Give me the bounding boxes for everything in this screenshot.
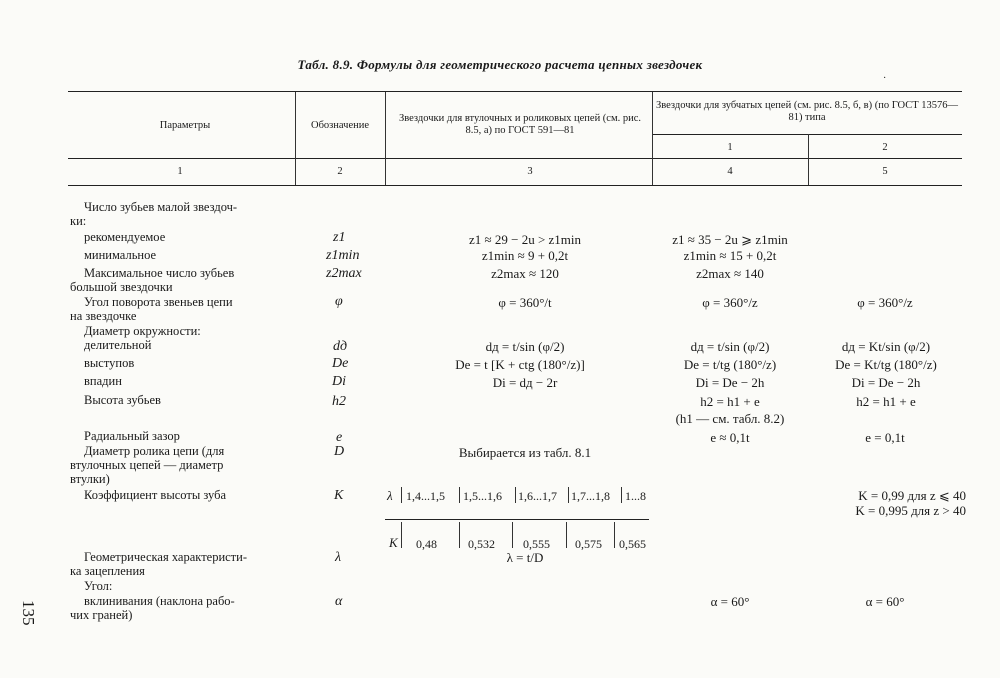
formula-z1-col45: z1 ≈ 35 − 2u ⩾ z1min [672, 232, 788, 247]
symbol-h2: h2 [332, 394, 346, 409]
formula-De-col4: De = t/tg (180°/z) [683, 357, 777, 372]
label-tips: выступов [84, 356, 135, 370]
col-divider-1 [295, 92, 296, 185]
ktable-lambda-range-4: 1,7...1,8 [571, 489, 610, 503]
formula-Di-col4: Di = De − 2h [695, 375, 765, 390]
symbol-z2max: z2max [326, 266, 362, 281]
formula-De-col3: De = t [K + ctg (180°/z)] [455, 357, 585, 372]
header-subtype-rule [652, 134, 962, 135]
ktable-lambda-range-3: 1,6...1,7 [518, 489, 557, 503]
ktable-lambda-range-1: 1,4...1,5 [406, 489, 445, 503]
symbol-D: D [334, 444, 345, 459]
label-roller-1: Диаметр ролика цепи (для [84, 444, 225, 458]
ktable-tick-top-2 [515, 487, 516, 503]
formula-z2max-col45: z2max ≈ 140 [696, 266, 764, 281]
label-geom-2: ка зацепления [70, 564, 145, 578]
label-diameter: Диаметр окружности: [84, 324, 201, 338]
ktable-lambda-range-2: 1,5...1,6 [463, 489, 502, 503]
label-roller-2: втулочных цепей — диаметр [70, 458, 224, 472]
ktable-tick-top-4 [621, 487, 622, 503]
formula-phi-col4: φ = 360°/z [702, 295, 758, 310]
formula-z1-col3: z1 ≈ 29 − 2u > z1min [468, 232, 582, 247]
ktable-tick-top-0 [401, 487, 402, 503]
label-teeth-small-2: ки: [70, 214, 87, 228]
ktable-tick-bottom-2 [512, 522, 513, 548]
formula-dd-col3: dд = t/sin (φ/2) [485, 339, 565, 354]
label-rotation-2: на звездочке [70, 309, 137, 323]
ktable-k-label: K [389, 535, 398, 550]
col-number-3: 3 [527, 166, 533, 177]
ktable-lambda-label: λ [387, 488, 393, 503]
header-designation: Обозначение [310, 120, 370, 131]
symbol-lambda: λ [335, 550, 342, 565]
header-type-2: 2 [882, 142, 888, 153]
formula-K-col5-line2: K = 0,995 для z > 40 [855, 503, 966, 518]
symbol-Di: Di [332, 374, 346, 389]
ktable-tick-bottom-0 [401, 522, 402, 548]
corner-mark: · [883, 73, 887, 84]
formula-e-col4: e ≈ 0,1t [710, 430, 750, 445]
formula-z1min-col45: z1min ≈ 15 + 0,2t [683, 248, 777, 263]
label-minimal: минимальное [84, 248, 157, 262]
formula-lambda-col3: λ = t/D [506, 550, 544, 565]
formula-D-col3: Выбирается из табл. 8.1 [458, 445, 592, 460]
label-wedge-1: вклинивания (наклона рабо- [84, 594, 235, 608]
col-number-1: 1 [177, 166, 183, 177]
label-rotation-1: Угол поворота звеньев цепи [84, 295, 233, 309]
label-max-teeth-2: большой звездочки [70, 280, 173, 294]
ktable-tick-top-1 [459, 487, 460, 503]
label-coef: Коэффициент высоты зуба [84, 488, 227, 502]
symbol-K: K [334, 488, 344, 503]
formula-K-col5-line1: K = 0,99 для z ⩽ 40 [858, 488, 966, 503]
symbol-e: e [336, 430, 343, 445]
formula-z2max-col3: z2max ≈ 120 [491, 266, 559, 281]
ktable-k-value-1: 0,48 [416, 537, 437, 551]
ktable-tick-top-3 [568, 487, 569, 503]
formula-dd-col4: dд = t/sin (φ/2) [690, 339, 770, 354]
ktable-tick-bottom-1 [459, 522, 460, 548]
symbol-phi: φ [335, 294, 343, 309]
ktable-separator [385, 519, 649, 520]
formula-De-col5: De = Kt/tg (180°/z) [835, 357, 937, 372]
header-params: Параметры [159, 120, 211, 131]
label-tooth-height: Высота зубьев [84, 393, 161, 407]
formula-h2-col4: h2 = h1 + e [700, 394, 760, 409]
label-max-teeth-1: Максимальное число зубьев [84, 266, 235, 280]
label-roller-3: втулки) [70, 472, 110, 486]
col-divider-4 [808, 134, 809, 185]
header-top-rule [68, 91, 962, 92]
ktable-k-value-5: 0,565 [619, 537, 646, 551]
formula-alpha-col4: α = 60° [710, 594, 750, 609]
formula-Di-col5: Di = De − 2h [851, 375, 921, 390]
ktable-k-value-2: 0,532 [468, 537, 495, 551]
symbol-De: De [332, 356, 349, 371]
label-recommended: рекомендуемое [84, 230, 166, 244]
ktable-tick-bottom-4 [614, 522, 615, 548]
col-number-5: 5 [882, 166, 888, 177]
label-angle: Угол: [84, 579, 113, 593]
header-mid-rule [68, 158, 962, 159]
ktable-lambda-range-5: 1...8 [625, 489, 646, 503]
symbol-alpha: α [335, 594, 343, 609]
formula-phi-col3: φ = 360°/t [498, 295, 552, 310]
formula-e-col5: e = 0,1t [865, 430, 905, 445]
formula-Di-col3: Di = dд − 2r [492, 375, 558, 390]
symbol-z1min: z1min [326, 248, 360, 263]
label-pitch: делительной [84, 338, 152, 352]
formula-h2-col5: h2 = h1 + e [856, 394, 916, 409]
formula-z1min-col3: z1min ≈ 9 + 0,2t [481, 248, 569, 263]
symbol-dd: dд [333, 339, 348, 354]
header-bushing-sprockets: Звездочки для втулочных и роликовых цепей (см. рис. 8.5, а) по ГОСТ 591—81 [398, 113, 642, 136]
header-bottom-rule [68, 185, 962, 186]
header-toothed-sprockets: Звездочки для зубчатых цепей (см. рис. 8.5, б, в) (по ГОСТ 13576—81) типа [655, 100, 959, 123]
formula-dd-col5: dд = Kt/sin (φ/2) [841, 339, 931, 354]
formula-alpha-col5: α = 60° [865, 594, 905, 609]
label-geom-1: Геометрическая характеристи- [84, 550, 248, 564]
table-title: Табл. 8.9. Формулы для геометрического расчета цепных звездочек [297, 57, 703, 72]
page-number: 135 [19, 600, 38, 626]
col-divider-2 [385, 92, 386, 185]
label-teeth-small-1: Число зубьев малой звездоч- [84, 200, 238, 214]
formula-phi-col5: φ = 360°/z [857, 295, 913, 310]
ktable-k-value-4: 0,575 [575, 537, 602, 551]
label-wedge-2: чих граней) [70, 608, 133, 622]
col-number-4: 4 [727, 166, 733, 177]
formula-h2-note-col4: (h1 — см. табл. 8.2) [675, 411, 785, 426]
col-number-2: 2 [337, 166, 343, 177]
header-type-1: 1 [727, 142, 733, 153]
label-roots: впадин [84, 374, 122, 388]
ktable-tick-bottom-3 [566, 522, 567, 548]
col-divider-3 [652, 92, 653, 185]
label-radial-gap: Радиальный зазор [84, 429, 180, 443]
symbol-z1: z1 [333, 230, 346, 245]
ktable-k-value-3: 0,555 [523, 537, 550, 551]
